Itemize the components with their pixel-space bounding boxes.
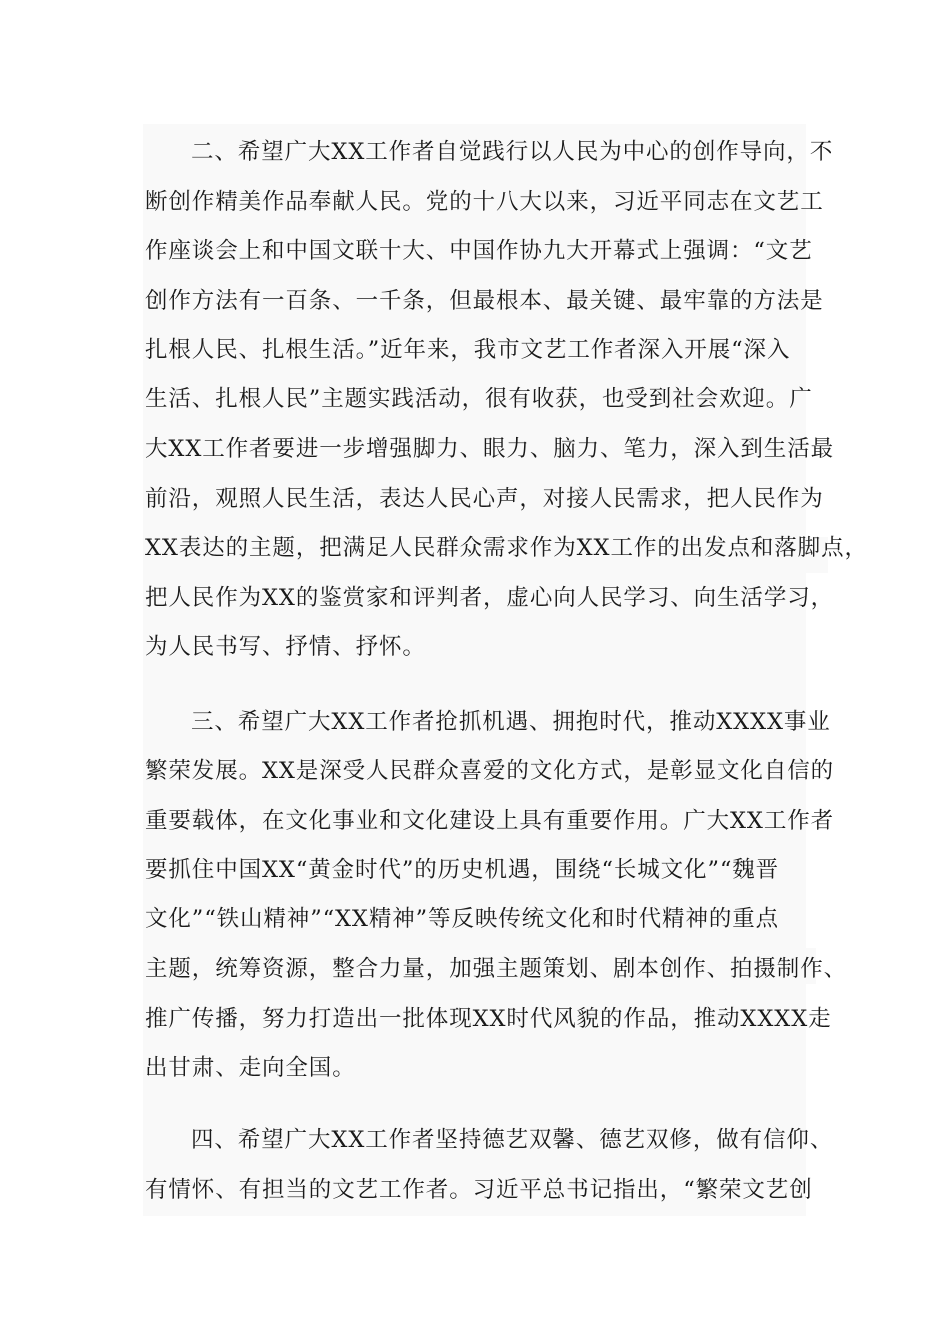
paragraph-line: 推广传播，努力打造出一批体现XX时代风貌的作品，推动XXXX走 <box>145 1006 832 1032</box>
paragraph-line: 繁荣发展。XX是深受人民群众喜爱的文化方式，是彰显文化自信的 <box>145 758 835 784</box>
paragraph-line: 大XX工作者要进一步增强脚力、眼力、脑力、笔力，深入到生活最 <box>145 436 835 462</box>
paragraph-line: XX表达的主题，把满足人民群众需求作为XX工作的出发点和落脚点， <box>145 535 868 561</box>
paragraph-line: 出甘肃、走向全国。 <box>145 1055 356 1081</box>
paragraph-line: 断创作精美作品奉献人民。党的十八大以来，习近平同志在文艺工 <box>145 189 824 215</box>
paragraph-line: 把人民作为XX的鉴赏家和评判者，虚心向人民学习、向生活学习， <box>145 585 835 611</box>
paragraph-line: 三、希望广大XX工作者抢抓机遇、拥抱时代，推动XXXX事业 <box>191 709 831 735</box>
paragraph-line: 要抓住中国XX“黄金时代”的历史机遇，围绕“长城文化”“魏晋 <box>145 857 780 883</box>
paragraph-line: 为人民书写、抒情、抒怀。 <box>145 634 426 660</box>
paragraph-line: 二、希望广大XX工作者自觉践行以人民为中心的创作导向，不 <box>191 139 834 165</box>
paragraph-line: 创作方法有一百条、一千条，但最根本、最关键、最牢靠的方法是 <box>145 288 824 314</box>
paragraph-line: 主题，统筹资源，整合力量，加强主题策划、剧本创作、拍摄制作、 <box>145 956 848 982</box>
paragraph-line: 有情怀、有担当的文艺工作者。习近平总书记指出，“繁荣文艺创 <box>145 1177 813 1203</box>
paragraph-line: 扎根人民、扎根生活。”近年来，我市文艺工作者深入开展“深入 <box>145 337 791 363</box>
paragraph-line: 生活、扎根人民”主题实践活动，很有收获，也受到社会欢迎。广 <box>145 386 813 412</box>
paragraph-line: 作座谈会上和中国文联十大、中国作协九大开幕式上强调：“文艺 <box>145 238 813 264</box>
paragraph-line: 前沿，观照人民生活，表达人民心声，对接人民需求，把人民作为 <box>145 486 824 512</box>
paragraph-line: 重要载体，在文化事业和文化建设上具有重要作用。广大XX工作者 <box>145 808 835 834</box>
paragraph-line: 四、希望广大XX工作者坚持德艺双馨、德艺双修，做有信仰、 <box>191 1127 834 1153</box>
paragraph-line: 文化”“铁山精神”“XX精神”等反映传统文化和时代精神的重点 <box>145 906 780 932</box>
